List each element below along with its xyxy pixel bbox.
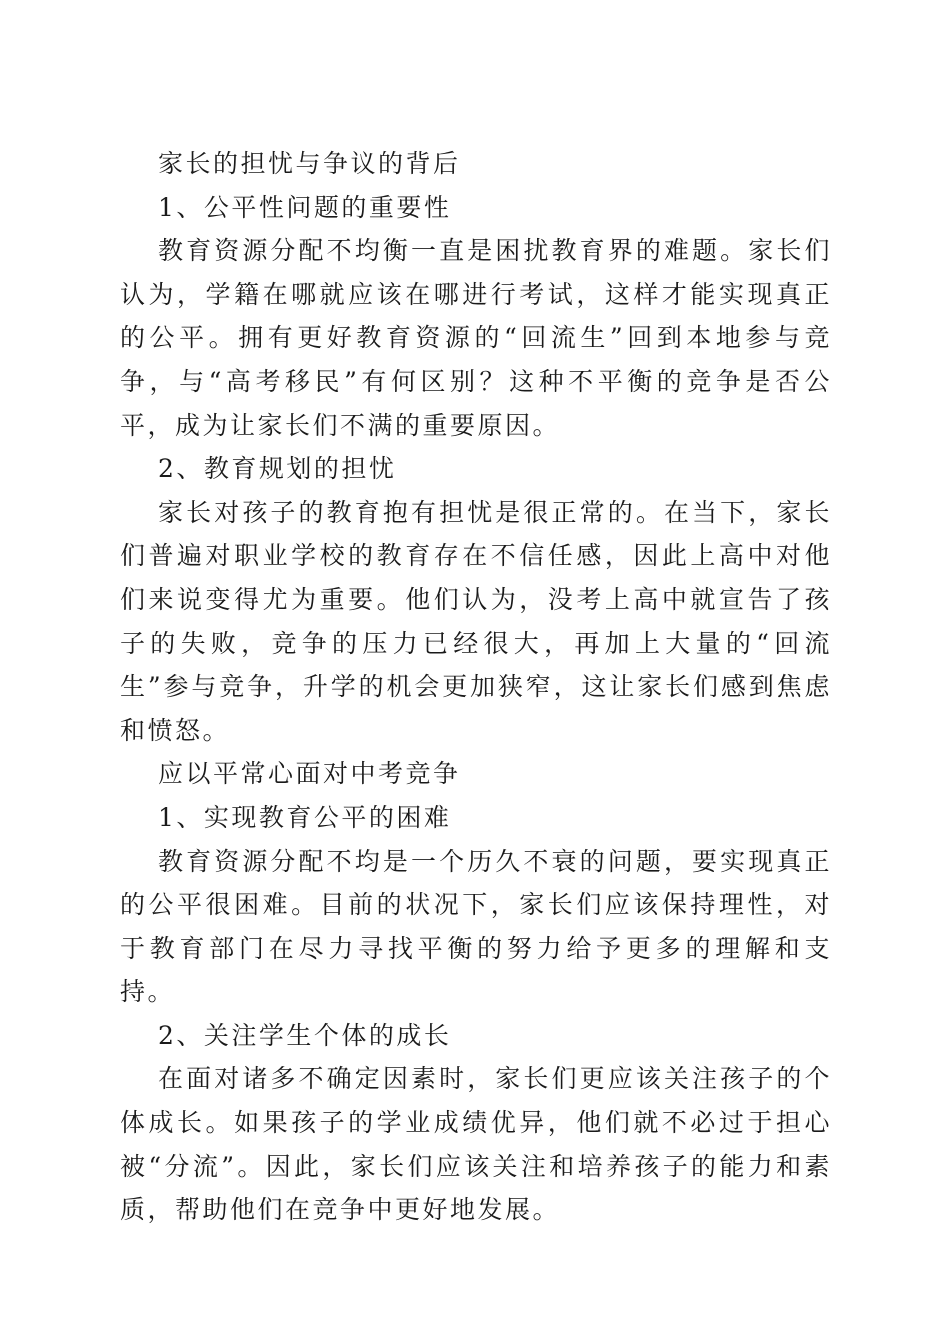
- subheading-education-planning: 2、教育规划的担忧: [158, 454, 397, 484]
- paragraph-education-planning: 家长对孩子的教育抱有担忧是很正常的。在当下，家长们普遍对职业学校的教育存在不信任感，因此上高中对他们来说变得尤为重要。他们认为，没考上高中就宣告了孩子的失败，竞争的压力已经很大，再加上大量的“回流生”参与竞争，升学的机会更加狭窄，这让家长们感到焦虑和愤怒。: [120, 497, 832, 745]
- section-title-calm-mindset: 应以平常心面对中考竞争: [158, 759, 461, 789]
- paragraph-individual-growth: 在面对诸多不确定因素时，家长们更应该关注孩子的个体成长。如果孩子的学业成绩优异，他们就不必过于担心被“分流”。因此，家长们应该关注和培养孩子的能力和素质，帮助他们在竞争中更好地发展。: [120, 1064, 832, 1225]
- paragraph-fairness: 教育资源分配不均衡一直是困扰教育界的难题。家长们认为，学籍在哪就应该在哪进行考试，这样才能实现真正的公平。拥有更好教育资源的“回流生”回到本地参与竞争，与“高考移民”有何区别？这种不平衡的竞争是否公平，成为让家长们不满的重要原因。: [120, 236, 832, 440]
- section-title-parent-concerns: 家长的担忧与争议的背后: [158, 149, 461, 178]
- paragraph-fairness-difficulty: 教育资源分配不均是一个历久不衰的问题，要实现真正的公平很困难。目前的状况下，家长们应该保持理性，对于教育部门在尽力寻找平衡的努力给予更多的理解和支持。: [120, 846, 832, 1007]
- document-body: [120, 142, 832, 1232]
- subheading-fairness-difficulty: 1、实现教育公平的困难: [158, 802, 452, 832]
- subheading-fairness: 1、公平性问题的重要性: [158, 192, 452, 222]
- subheading-individual-growth: 2、关注学生个体的成长: [158, 1020, 452, 1050]
